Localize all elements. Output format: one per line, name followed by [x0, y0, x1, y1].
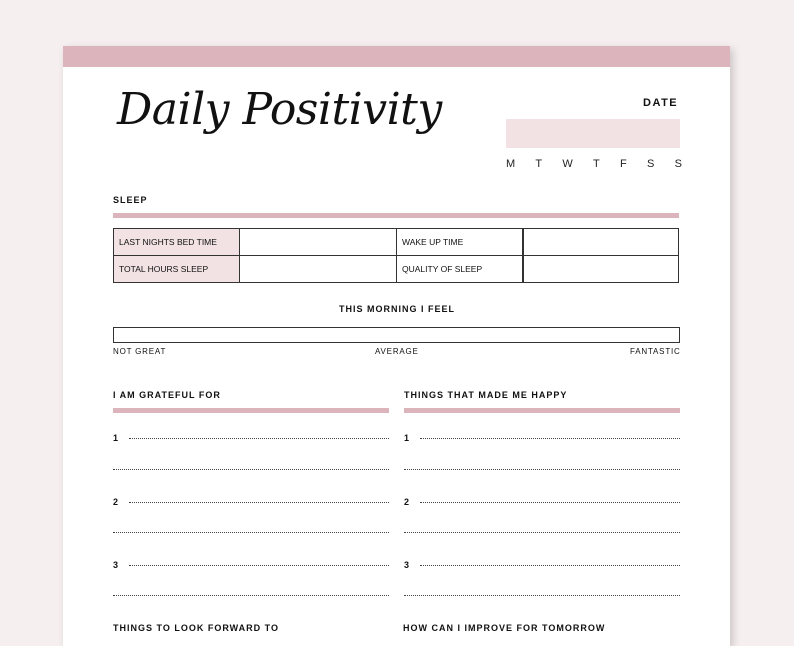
day-saturday[interactable]: S: [647, 158, 655, 170]
happy-number-3: 3: [404, 560, 410, 570]
grateful-number-2: 2: [113, 497, 119, 507]
day-friday[interactable]: F: [620, 158, 627, 170]
grateful-line-1[interactable]: [129, 438, 389, 439]
bed-time-field[interactable]: [240, 229, 397, 256]
happy-line-3b[interactable]: [404, 595, 680, 596]
grateful-line-1b[interactable]: [113, 469, 389, 470]
day-thursday[interactable]: T: [593, 158, 600, 170]
happy-line-1[interactable]: [420, 438, 680, 439]
day-tuesday[interactable]: T: [535, 158, 543, 170]
happy-line-2[interactable]: [420, 502, 680, 503]
grateful-line-2[interactable]: [129, 502, 389, 503]
date-label: DATE: [643, 97, 679, 109]
happy-number-1: 1: [404, 433, 410, 443]
improve-heading: HOW CAN I IMPROVE FOR TOMORROW: [403, 623, 606, 633]
total-hours-field[interactable]: [240, 256, 397, 283]
quality-label: QUALITY OF SLEEP: [397, 256, 523, 283]
happy-heading: THINGS THAT MADE ME HAPPY: [404, 390, 568, 400]
total-hours-label: TOTAL HOURS SLEEP: [114, 256, 240, 283]
forward-heading: THINGS TO LOOK FORWARD TO: [113, 623, 280, 633]
sleep-heading: SLEEP: [113, 195, 148, 205]
happy-line-2b[interactable]: [404, 532, 680, 533]
date-field[interactable]: [506, 119, 680, 148]
grateful-line-2b[interactable]: [113, 532, 389, 533]
planner-page: [63, 46, 730, 646]
feeling-heading: THIS MORNING I FEEL: [339, 304, 456, 314]
day-sunday[interactable]: S: [674, 158, 682, 170]
grateful-line-3[interactable]: [129, 565, 389, 566]
grateful-heading: I AM GRATEFUL FOR: [113, 390, 221, 400]
bed-time-label: LAST NIGHTS BED TIME: [114, 229, 240, 256]
day-monday[interactable]: M: [506, 158, 516, 170]
weekday-selector: [506, 158, 682, 170]
happy-line-3[interactable]: [420, 565, 680, 566]
sleep-table: [113, 228, 679, 283]
grateful-number-3: 3: [113, 560, 119, 570]
feeling-scale[interactable]: [113, 327, 680, 343]
scale-high-label: FANTASTIC: [630, 347, 681, 356]
scale-low-label: NOT GREAT: [113, 347, 167, 356]
top-accent-bar: [63, 46, 730, 67]
scale-mid-label: AVERAGE: [375, 347, 419, 356]
happy-divider: [404, 408, 680, 413]
happy-line-1b[interactable]: [404, 469, 680, 470]
grateful-number-1: 1: [113, 433, 119, 443]
quality-field[interactable]: [524, 256, 679, 283]
wake-up-field[interactable]: [524, 229, 679, 256]
day-wednesday[interactable]: W: [562, 158, 573, 170]
sleep-divider: [113, 213, 679, 218]
wake-up-label: WAKE UP TIME: [397, 229, 523, 256]
page-title: Daily Positivity: [117, 84, 442, 135]
grateful-divider: [113, 408, 389, 413]
grateful-line-3b[interactable]: [113, 595, 389, 596]
happy-number-2: 2: [404, 497, 410, 507]
